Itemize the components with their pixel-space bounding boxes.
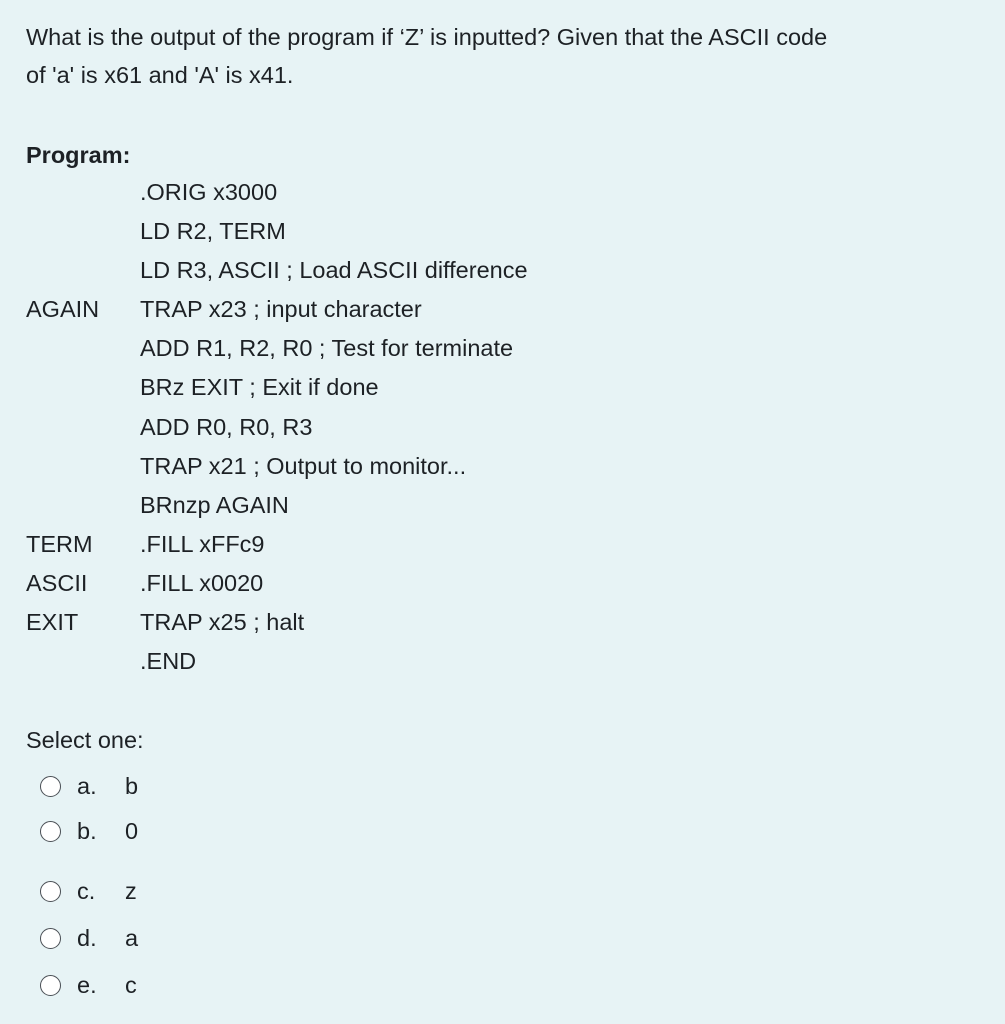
code-instruction: .ORIG x3000 [140,179,278,205]
radio-button[interactable] [40,881,61,902]
code-label: TERM [26,530,93,557]
option-text: b [125,773,139,799]
code-instruction: LD R2, TERM [140,218,286,245]
code-instruction: TRAP x21 ; Output to monitor... [140,452,467,479]
code-instruction: LD R3, ASCII ; Load ASCII difference [140,257,528,284]
program-heading: Program: [26,142,131,168]
radio-button[interactable] [40,776,61,797]
code-instruction: BRnzp AGAIN [140,491,289,518]
option-letter: c. [77,878,96,904]
code-instruction: ADD R0, R0, R3 [140,413,313,440]
radio-button[interactable] [40,975,61,996]
radio-button[interactable] [40,928,61,949]
question-text [26,18,986,94]
answer-option-b[interactable] [40,816,138,846]
answer-option-a[interactable] [40,771,138,801]
code-label: EXIT [26,609,79,636]
option-text: c [125,972,137,998]
option-text: 0 [125,818,139,844]
code-instruction: BRz EXIT ; Exit if done [140,374,379,401]
answer-option-e[interactable] [40,970,137,1000]
code-label: AGAIN [26,296,100,323]
code-instruction: .FILL xFFc9 [140,530,265,557]
code-instruction: TRAP x25 ; halt [140,609,305,636]
option-letter: b. [77,818,97,844]
code-instruction: ADD R1, R2, R0 ; Test for terminate [140,335,514,362]
code-instruction: .END [140,648,197,675]
answer-option-d[interactable] [40,923,138,953]
option-text: a [125,925,139,951]
question-line-1: What is the output of the program if ‘Z’ is inputted? Given that the ASCII code [26,24,828,50]
option-letter: d. [77,925,97,951]
code-label: ASCII [26,569,88,596]
code-instruction: .FILL x0020 [140,569,264,596]
radio-button[interactable] [40,821,61,842]
answer-option-c[interactable] [40,876,137,906]
code-instruction: TRAP x23 ; input character [140,296,422,323]
question-line-2: of 'a' is x61 and 'A' is x41. [26,62,294,88]
option-text: z [125,878,137,904]
select-one-prompt: Select one: [26,727,144,753]
option-letter: e. [77,972,97,998]
option-letter: a. [77,773,97,799]
